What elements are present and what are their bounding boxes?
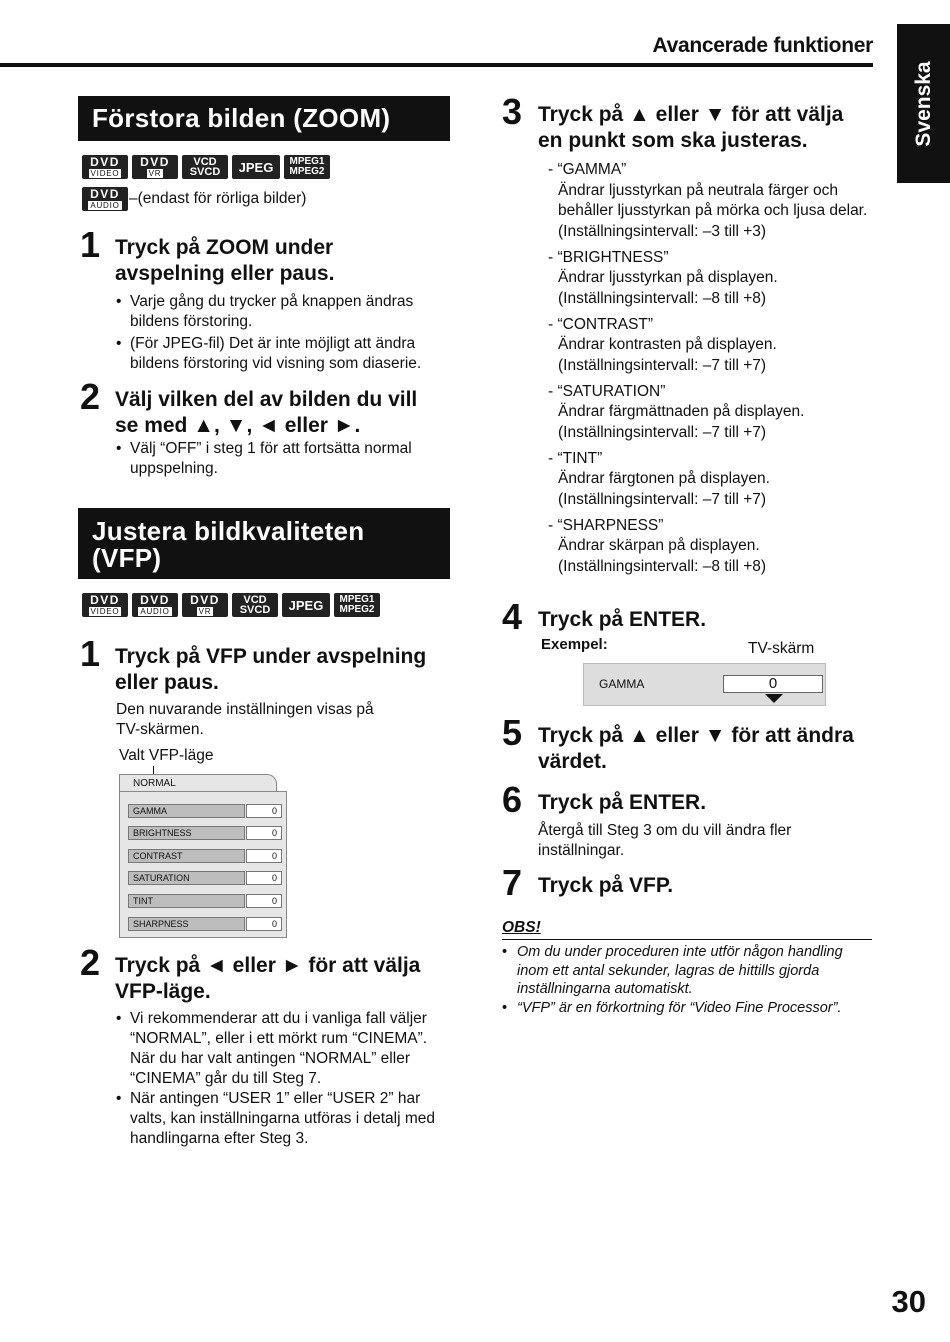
dvd-video-badge: DVD VIDEO [82, 155, 128, 179]
zoom-step2-number: 2 [80, 376, 101, 417]
vfp-step2-title: Tryck på ◄ eller ► för att välja VFP-läge. [115, 954, 421, 1003]
vfp-step1-text: Den nuvarande inställningen visas på TV-skärmen. [116, 701, 374, 738]
vcd-svcd-badge: VCD SVCD [232, 593, 278, 617]
example-label: Exempel: [541, 636, 608, 653]
vfp-step6-title: Tryck på ENTER. [538, 791, 707, 814]
mpeg-badge: MPEG1 MPEG2 [334, 593, 380, 617]
dvd-vr-badge: DVD VR [132, 155, 178, 179]
vfp-step3-title: Tryck på ▲ eller ▼ för att välja en punkt som ska justeras. [538, 103, 844, 152]
list-item: • Välj “OFF” i steg 1 för att fortsätta normal uppspelning. [116, 439, 446, 479]
vfp-mode-tab [119, 774, 277, 791]
vfp-step1-number: 1 [80, 633, 101, 674]
header-rule [0, 63, 873, 67]
vfp-menu [118, 774, 289, 939]
zoom-section-title: Förstora bilden (ZOOM) [78, 96, 450, 141]
list-item: • När antingen “USER 1” eller “USER 2” har valts, kan inställningarna utföras i detalj med handlingarna efter Steg 3. [116, 1089, 450, 1149]
vfp-step1-title: Tryck på VFP under avspelning eller paus. [115, 645, 427, 694]
zoom-step1-number: 1 [80, 224, 101, 265]
vfp-menu-body [119, 791, 287, 938]
zoom-step1-title: Tryck på ZOOM under avspelning eller paus. [115, 236, 335, 285]
vfp-step5-number: 5 [502, 712, 523, 753]
vfp-row-brightness: BRIGHTNESS 0 [128, 826, 282, 840]
vfp-row-tint: TINT 0 [128, 894, 282, 908]
notes-title: OBS! [502, 919, 541, 936]
section-header-title: Avancerade funktioner [652, 34, 873, 57]
vfp-adjust-items [548, 160, 878, 583]
vfp-mode-label: NORMAL [133, 778, 176, 789]
screen-value: 0 [723, 675, 823, 693]
list-item: - “CONTRAST” Ändrar kontrasten på displayen. (Inställningsintervall: –7 till +7) [548, 315, 777, 374]
vfp-step5-title: Tryck på ▲ eller ▼ för att ändra värdet. [538, 724, 854, 773]
language-tab [897, 24, 950, 183]
notes-list [502, 943, 877, 1017]
dvd-audio-badge: DVD AUDIO [82, 187, 128, 211]
list-item: • Varje gång du trycker på knappen ändras bildens förstoring. [116, 292, 452, 332]
vfp-row-contrast: CONTRAST 0 [128, 849, 282, 863]
vfp-step2-number: 2 [80, 942, 101, 983]
vfp-step7-title: Tryck på VFP. [538, 874, 674, 897]
vfp-step6-text: Återgå till Steg 3 om du vill ändra fler inställningar. [538, 822, 792, 859]
mpeg-badge: MPEG1 MPEG2 [284, 155, 330, 179]
vfp-mode-caption: Valt VFP-läge [119, 747, 214, 764]
tv-screen-label: TV-skärm [748, 640, 815, 657]
dvd-audio-note: –(endast för rörliga bilder) [129, 190, 307, 207]
notes-rule [502, 939, 872, 940]
dvd-audio-badge: DVD AUDIO [132, 593, 178, 617]
list-item: • Vi rekommenderar att du i vanliga fall väljer “NORMAL”, eller i ett mörkt rum “CINEMA”. När du har valt antingen “NORMAL” eller “CINEMA” går du till Steg 7. [116, 1009, 450, 1089]
page-number: 30 [891, 1284, 926, 1319]
zoom-step2-title: Välj vilken del av bilden du vill se med ▲, ▼, ◄ eller ►. [115, 388, 418, 437]
list-item: - “SATURATION” Ändrar färgmättnaden på displayen. (Inställningsintervall: –7 till +7) [548, 382, 805, 441]
vfp-format-badges [82, 593, 380, 617]
list-item: - “GAMMA” Ändrar ljusstyrkan på neutrala färger och behåller ljusstyrkan på mörka och ljusa delar. (Inställningsintervall: –3 till +3) [548, 161, 868, 240]
jpeg-badge: JPEG [232, 155, 280, 179]
list-item: - “BRIGHTNESS” Ändrar ljusstyrkan på displayen. (Inställningsintervall: –8 till +8) [548, 248, 778, 307]
vfp-row-sharpness: SHARPNESS 0 [128, 917, 282, 931]
vcd-svcd-badge: VCD SVCD [182, 155, 228, 179]
list-item: - “SHARPNESS” Ändrar skärpan på displayen. (Inställningsintervall: –8 till +8) [548, 516, 767, 575]
zoom-format-badges [82, 155, 330, 179]
zoom-step1-bullets [116, 292, 452, 374]
dvd-audio-row [82, 187, 128, 211]
vfp-step4-title: Tryck på ENTER. [538, 608, 707, 631]
vfp-section-title: Justera bildkvaliteten (VFP) [78, 508, 450, 579]
list-item: • Om du under proceduren inte utför någon handling inom ett antal sekunder, lagras de hittills gjorda inställningarna automatiskt. [502, 943, 877, 999]
dvd-video-badge: DVD VIDEO [82, 593, 128, 617]
list-item: • (För JPEG-fil) Det är inte möjligt att ändra bildens förstoring vid visning som diaserie. [116, 334, 452, 374]
vfp-step6-number: 6 [502, 779, 523, 820]
vfp-row-saturation: SATURATION 0 [128, 871, 282, 885]
language-tab-label: Svenska [911, 60, 935, 147]
tv-screen-example [583, 663, 826, 706]
list-item: • “VFP” är en förkortning för “Video Fine Processor”. [502, 999, 877, 1018]
dvd-vr-badge: DVD VR [182, 593, 228, 617]
jpeg-badge: JPEG [282, 593, 330, 617]
vfp-step3-number: 3 [502, 91, 523, 132]
vfp-step2-bullets [116, 1009, 450, 1149]
vfp-step7-number: 7 [502, 862, 523, 903]
zoom-step2-bullets [116, 439, 446, 479]
vfp-step4-number: 4 [502, 596, 523, 637]
down-arrow-icon [765, 694, 783, 703]
list-item: - “TINT” Ändrar färgtonen på displayen. (Inställningsintervall: –7 till +7) [548, 449, 770, 508]
vfp-row-gamma: GAMMA 0 [128, 804, 282, 818]
screen-item-label: GAMMA [599, 677, 645, 691]
